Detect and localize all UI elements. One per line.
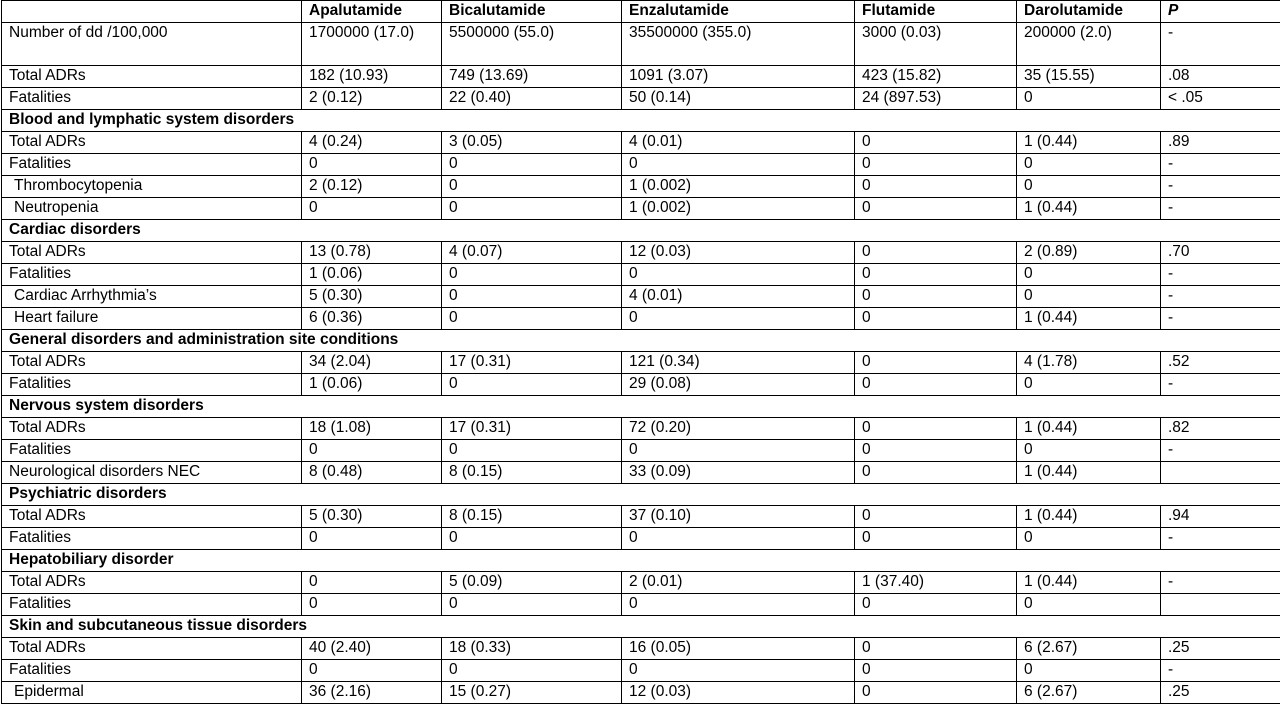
cell-flutamide: 0 [855,132,1017,154]
cell-bicalutamide: 15 (0.27) [442,682,622,704]
cell-bicalutamide: 17 (0.31) [442,352,622,374]
cell-p-value: - [1161,440,1280,462]
cell-bicalutamide: 0 [442,308,622,330]
cell-apalutamide: 1700000 (17.0) [302,23,442,66]
cell-flutamide: 0 [855,264,1017,286]
cell-p-value: .08 [1161,66,1280,88]
header-row [2,1,1280,23]
cell-enzalutamide: 121 (0.34) [622,352,855,374]
cell-flutamide: 0 [855,154,1017,176]
cell-p-value: .89 [1161,132,1280,154]
cell-flutamide: 0 [855,198,1017,220]
cell-bicalutamide: 22 (0.40) [442,88,622,110]
cell-darolutamide: 0 [1017,286,1161,308]
table-row [2,23,1280,66]
cell-enzalutamide: 4 (0.01) [622,132,855,154]
cell-row-label: Fatalities [2,528,302,550]
cell-row-label: Total ADRs [2,66,302,88]
cell-p-value: - [1161,308,1280,330]
cell-row-label: Total ADRs [2,418,302,440]
cell-flutamide: 0 [855,286,1017,308]
cell-apalutamide: 6 (0.36) [302,308,442,330]
cell-apalutamide: 13 (0.78) [302,242,442,264]
section-row [2,330,1280,352]
cell-p-value: - [1161,154,1280,176]
adr-table [1,0,1280,704]
cell-enzalutamide: 0 [622,264,855,286]
cell-bicalutamide: 0 [442,198,622,220]
cell-enzalutamide: 12 (0.03) [622,242,855,264]
table-row [2,242,1280,264]
cell-bicalutamide: 3 (0.05) [442,132,622,154]
cell-darolutamide: 0 [1017,88,1161,110]
cell-enzalutamide: 1 (0.002) [622,198,855,220]
cell-apalutamide: 8 (0.48) [302,462,442,484]
cell-row-label: Fatalities [2,660,302,682]
cell-enzalutamide: 50 (0.14) [622,88,855,110]
cell-apalutamide: 1 (0.06) [302,374,442,396]
cell-apalutamide: 0 [302,440,442,462]
section-header: General disorders and administration site conditions [2,330,1280,352]
cell-flutamide: 0 [855,242,1017,264]
cell-flutamide: 0 [855,418,1017,440]
cell-flutamide: 0 [855,660,1017,682]
section-header: Hepatobiliary disorder [2,550,1280,572]
cell-p-value: .70 [1161,242,1280,264]
table-row [2,572,1280,594]
section-row [2,110,1280,132]
cell-darolutamide: 0 [1017,374,1161,396]
header-cell-darolutamide: Darolutamide [1017,1,1161,23]
cell-apalutamide: 182 (10.93) [302,66,442,88]
section-header: Cardiac disorders [2,220,1280,242]
table-row [2,154,1280,176]
cell-darolutamide: 1 (0.44) [1017,506,1161,528]
cell-enzalutamide: 0 [622,154,855,176]
cell-darolutamide: 1 (0.44) [1017,418,1161,440]
cell-row-label: Cardiac Arrhythmia’s [2,286,302,308]
header-cell-flutamide: Flutamide [855,1,1017,23]
cell-p-value: .25 [1161,682,1280,704]
cell-bicalutamide: 4 (0.07) [442,242,622,264]
section-row [2,220,1280,242]
cell-enzalutamide: 37 (0.10) [622,506,855,528]
cell-bicalutamide: 0 [442,154,622,176]
table-body [2,23,1280,704]
cell-row-label: Total ADRs [2,352,302,374]
cell-enzalutamide: 12 (0.03) [622,682,855,704]
cell-p-value: .94 [1161,506,1280,528]
cell-enzalutamide: 35500000 (355.0) [622,23,855,66]
cell-apalutamide: 36 (2.16) [302,682,442,704]
cell-bicalutamide: 8 (0.15) [442,506,622,528]
cell-flutamide: 0 [855,506,1017,528]
cell-p-value: < .05 [1161,88,1280,110]
cell-p-value: .82 [1161,418,1280,440]
table-row [2,440,1280,462]
cell-flutamide: 0 [855,594,1017,616]
header-cell-apalutamide: Apalutamide [302,1,442,23]
cell-row-label: Heart failure [2,308,302,330]
cell-flutamide: 0 [855,528,1017,550]
section-header: Psychiatric disorders [2,484,1280,506]
table-row [2,506,1280,528]
cell-apalutamide: 0 [302,594,442,616]
cell-flutamide: 0 [855,440,1017,462]
cell-apalutamide: 2 (0.12) [302,176,442,198]
cell-row-label: Total ADRs [2,132,302,154]
cell-bicalutamide: 0 [442,374,622,396]
cell-p-value: - [1161,528,1280,550]
cell-darolutamide: 1 (0.44) [1017,462,1161,484]
cell-apalutamide: 2 (0.12) [302,88,442,110]
cell-flutamide: 0 [855,638,1017,660]
cell-darolutamide: 1 (0.44) [1017,198,1161,220]
cell-apalutamide: 40 (2.40) [302,638,442,660]
cell-row-label: Neurological disorders NEC [2,462,302,484]
cell-p-value: - [1161,198,1280,220]
section-row [2,616,1280,638]
header-cell-blank [2,1,302,23]
cell-p-value: - [1161,264,1280,286]
cell-row-label: Thrombocytopenia [2,176,302,198]
cell-row-label: Total ADRs [2,506,302,528]
cell-row-label: Neutropenia [2,198,302,220]
cell-darolutamide: 4 (1.78) [1017,352,1161,374]
cell-enzalutamide: 4 (0.01) [622,286,855,308]
table-row [2,286,1280,308]
cell-apalutamide: 0 [302,198,442,220]
cell-p-value: - [1161,286,1280,308]
table-row [2,638,1280,660]
cell-flutamide: 3000 (0.03) [855,23,1017,66]
cell-row-label: Epidermal [2,682,302,704]
cell-flutamide: 423 (15.82) [855,66,1017,88]
cell-apalutamide: 1 (0.06) [302,264,442,286]
table-row [2,682,1280,704]
section-row [2,396,1280,418]
table-row [2,264,1280,286]
table-row [2,594,1280,616]
cell-p-value: - [1161,572,1280,594]
cell-darolutamide: 35 (15.55) [1017,66,1161,88]
cell-darolutamide: 1 (0.44) [1017,308,1161,330]
cell-p-value: - [1161,660,1280,682]
cell-enzalutamide: 0 [622,440,855,462]
cell-enzalutamide: 16 (0.05) [622,638,855,660]
cell-flutamide: 0 [855,308,1017,330]
cell-bicalutamide: 5 (0.09) [442,572,622,594]
cell-p-value: .52 [1161,352,1280,374]
cell-apalutamide: 0 [302,528,442,550]
header-cell-bicalutamide: Bicalutamide [442,1,622,23]
cell-bicalutamide: 5500000 (55.0) [442,23,622,66]
cell-darolutamide: 0 [1017,594,1161,616]
cell-flutamide: 0 [855,352,1017,374]
cell-darolutamide: 0 [1017,528,1161,550]
cell-darolutamide: 2 (0.89) [1017,242,1161,264]
section-header: Nervous system disorders [2,396,1280,418]
cell-row-label: Total ADRs [2,242,302,264]
cell-bicalutamide: 0 [442,286,622,308]
table-row [2,374,1280,396]
cell-enzalutamide: 0 [622,594,855,616]
table-row [2,660,1280,682]
cell-enzalutamide: 1 (0.002) [622,176,855,198]
section-row [2,550,1280,572]
table-row [2,88,1280,110]
cell-enzalutamide: 72 (0.20) [622,418,855,440]
cell-bicalutamide: 0 [442,176,622,198]
section-header: Blood and lymphatic system disorders [2,110,1280,132]
cell-enzalutamide: 1091 (3.07) [622,66,855,88]
cell-enzalutamide: 0 [622,660,855,682]
table-row [2,132,1280,154]
section-row [2,484,1280,506]
cell-flutamide: 0 [855,682,1017,704]
cell-bicalutamide: 18 (0.33) [442,638,622,660]
table-row [2,308,1280,330]
cell-apalutamide: 34 (2.04) [302,352,442,374]
cell-flutamide: 0 [855,374,1017,396]
cell-p-value: - [1161,374,1280,396]
cell-row-label: Total ADRs [2,638,302,660]
cell-bicalutamide: 8 (0.15) [442,462,622,484]
section-header: Skin and subcutaneous tissue disorders [2,616,1280,638]
table-row [2,528,1280,550]
table-row [2,462,1280,484]
cell-enzalutamide: 2 (0.01) [622,572,855,594]
cell-row-label: Fatalities [2,154,302,176]
cell-flutamide: 24 (897.53) [855,88,1017,110]
cell-bicalutamide: 0 [442,528,622,550]
header-cell-enzalutamide: Enzalutamide [622,1,855,23]
table-row [2,352,1280,374]
cell-flutamide: 0 [855,176,1017,198]
table-row [2,66,1280,88]
cell-p-value: - [1161,176,1280,198]
cell-flutamide: 1 (37.40) [855,572,1017,594]
cell-apalutamide: 4 (0.24) [302,132,442,154]
cell-apalutamide: 0 [302,660,442,682]
cell-enzalutamide: 29 (0.08) [622,374,855,396]
cell-row-label: Fatalities [2,264,302,286]
cell-apalutamide: 5 (0.30) [302,506,442,528]
cell-darolutamide: 0 [1017,176,1161,198]
cell-darolutamide: 200000 (2.0) [1017,23,1161,66]
cell-row-label: Fatalities [2,594,302,616]
cell-p-value: .25 [1161,638,1280,660]
cell-bicalutamide: 0 [442,440,622,462]
cell-flutamide: 0 [855,462,1017,484]
table-row [2,176,1280,198]
cell-row-label: Total ADRs [2,572,302,594]
cell-darolutamide: 1 (0.44) [1017,572,1161,594]
cell-p-value: - [1161,23,1280,66]
cell-row-label: Number of dd /100,000 [2,23,302,66]
cell-darolutamide: 6 (2.67) [1017,682,1161,704]
cell-bicalutamide: 0 [442,264,622,286]
cell-p-value [1161,594,1280,616]
cell-darolutamide: 1 (0.44) [1017,132,1161,154]
cell-darolutamide: 6 (2.67) [1017,638,1161,660]
cell-row-label: Fatalities [2,88,302,110]
cell-bicalutamide: 0 [442,594,622,616]
header-cell-p-value: P [1161,1,1280,23]
cell-apalutamide: 0 [302,572,442,594]
cell-p-value [1161,462,1280,484]
cell-bicalutamide: 0 [442,660,622,682]
table-row [2,198,1280,220]
cell-apalutamide: 18 (1.08) [302,418,442,440]
cell-darolutamide: 0 [1017,154,1161,176]
cell-bicalutamide: 17 (0.31) [442,418,622,440]
cell-darolutamide: 0 [1017,660,1161,682]
cell-row-label: Fatalities [2,374,302,396]
cell-darolutamide: 0 [1017,440,1161,462]
table-row [2,418,1280,440]
cell-darolutamide: 0 [1017,264,1161,286]
cell-enzalutamide: 0 [622,308,855,330]
cell-enzalutamide: 33 (0.09) [622,462,855,484]
cell-bicalutamide: 749 (13.69) [442,66,622,88]
cell-row-label: Fatalities [2,440,302,462]
cell-apalutamide: 0 [302,154,442,176]
cell-enzalutamide: 0 [622,528,855,550]
cell-apalutamide: 5 (0.30) [302,286,442,308]
